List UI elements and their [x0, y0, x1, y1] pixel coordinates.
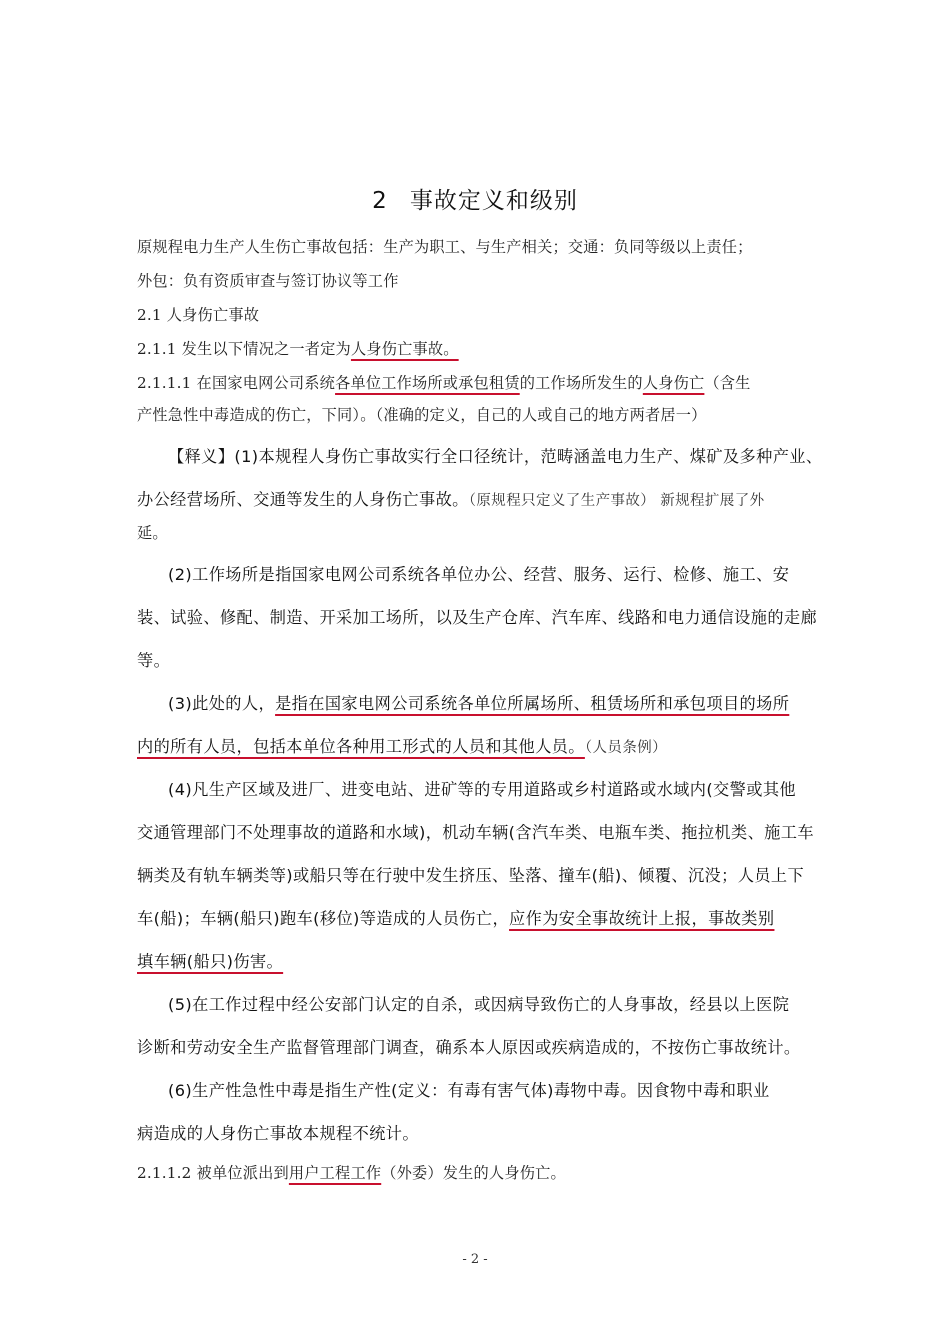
para6-line-2: 病造成的人身伤亡事故本规程不统计。 [137, 1124, 419, 1143]
clause-text: 2.1.1.1 在国家电网公司系统 [137, 374, 336, 392]
para2-line-3: 等。 [137, 651, 171, 670]
underlined-phrase: 各单位工作场所或承包租赁 [335, 374, 520, 392]
para3-note: （人员条例） [584, 740, 668, 756]
para4-line-5 [137, 948, 283, 972]
para1-line-2 [137, 486, 765, 510]
para1-main: 办公经营场所、交通等发生的人身伤亡事故。 [137, 490, 469, 509]
heading-2-1-1 [137, 338, 459, 359]
para3-text: (3)此处的人， [168, 694, 276, 713]
para4-text: 车(船)；车辆(船只)跑车(移位)等造成的人员伤亡， [137, 909, 510, 928]
clause-text: 的工作场所发生的 [519, 374, 643, 392]
para4-line-2: 交通管理部门不处理事故的道路和水域)，机动车辆(含汽车类、电瓶车类、拖拉机类、施工车 [137, 823, 814, 842]
para2-line-1: (2)工作场所是指国家电网公司系统各单位办公、经营、服务、运行、检修、施工、安 [168, 565, 790, 584]
section-number: 2 [372, 188, 388, 214]
para3-line-1 [168, 690, 789, 714]
underlined-phrase: 人身伤亡 [642, 374, 705, 392]
para5-line-1: (5)在工作过程中经公安部门认定的自杀，或因病导致伤亡的人身事故，经县以上医院 [168, 995, 790, 1014]
intro-line-1: 原规程电力生产人生伤亡事故包括：生产为职工、与生产相关；交通：负同等级以上责任； [137, 238, 753, 256]
page-number: - 2 - [462, 1252, 488, 1267]
para1-line-1: 【释义】(1)本规程人身伤亡事故实行全口径统计，范畴涵盖电力生产、煤矿及多种产业、 [168, 447, 823, 466]
underlined-phrase: 用户工程工作 [288, 1164, 382, 1182]
clause-text: 2.1.1.2 被单位派出到 [137, 1164, 289, 1182]
para5-line-2: 诊断和劳动安全生产监督管理部门调查，确系本人原因或疾病造成的，不按伤亡事故统计。 [137, 1038, 801, 1057]
para2-line-2: 装、试验、修配、制造、开采加工场所，以及生产仓库、汽车库、线路和电力通信设施的走廊 [137, 608, 818, 627]
para1-line-3: 延。 [137, 524, 168, 542]
intro-line-2: 外包：负有资质审查与签订协议等工作 [137, 272, 399, 290]
para4-line-1: (4)凡生产区域及进厂、进变电站、进矿等的专用道路或乡村道路或水域内(交警或其他 [168, 780, 796, 799]
clause-2-1-1-1-line-1 [137, 372, 751, 393]
heading-2-1-1-text: 2.1.1 发生以下情况之一者定为 [137, 340, 351, 358]
para4-line-4 [137, 905, 774, 929]
underlined-phrase: 应作为安全事故统计上报，事故类别 [509, 909, 775, 928]
underlined-phrase: 内的所有人员，包括本单位各种用工形式的人员和其他人员。 [137, 737, 585, 756]
underlined-term: 人身伤亡事故。 [350, 340, 459, 358]
clause-2-1-1-2 [137, 1162, 566, 1183]
section-title [0, 182, 950, 215]
para1-note: （原规程只定义了生产事故） 新规程扩展了外 [468, 493, 765, 509]
clause-text: （含生 [704, 374, 751, 392]
para3-line-2 [137, 733, 667, 757]
underlined-phrase: 是指在国家电网公司系统各单位所属场所、租赁场所和承包项目的场所 [275, 694, 790, 713]
section-title-text: 事故定义和级别 [409, 188, 578, 214]
clause-text: （外委）发生的人身伤亡。 [381, 1164, 566, 1182]
para6-line-1: (6)生产性急性中毒是指生产性(定义：有毒有害气体)毒物中毒。因食物中毒和职业 [168, 1081, 770, 1100]
clause-2-1-1-1-line-2: 产性急性中毒造成的伤亡，下同）。（准确的定义，自己的人或自己的地方两者居一） [137, 406, 707, 424]
para4-line-3: 辆类及有轨车辆类等)或船只等在行驶中发生挤压、坠落、撞车(船)、倾覆、沉没；人员上下 [137, 866, 805, 885]
heading-2-1: 2.1 人身伤亡事故 [137, 306, 260, 324]
underlined-phrase: 填车辆(船只)伤害。 [137, 952, 284, 971]
